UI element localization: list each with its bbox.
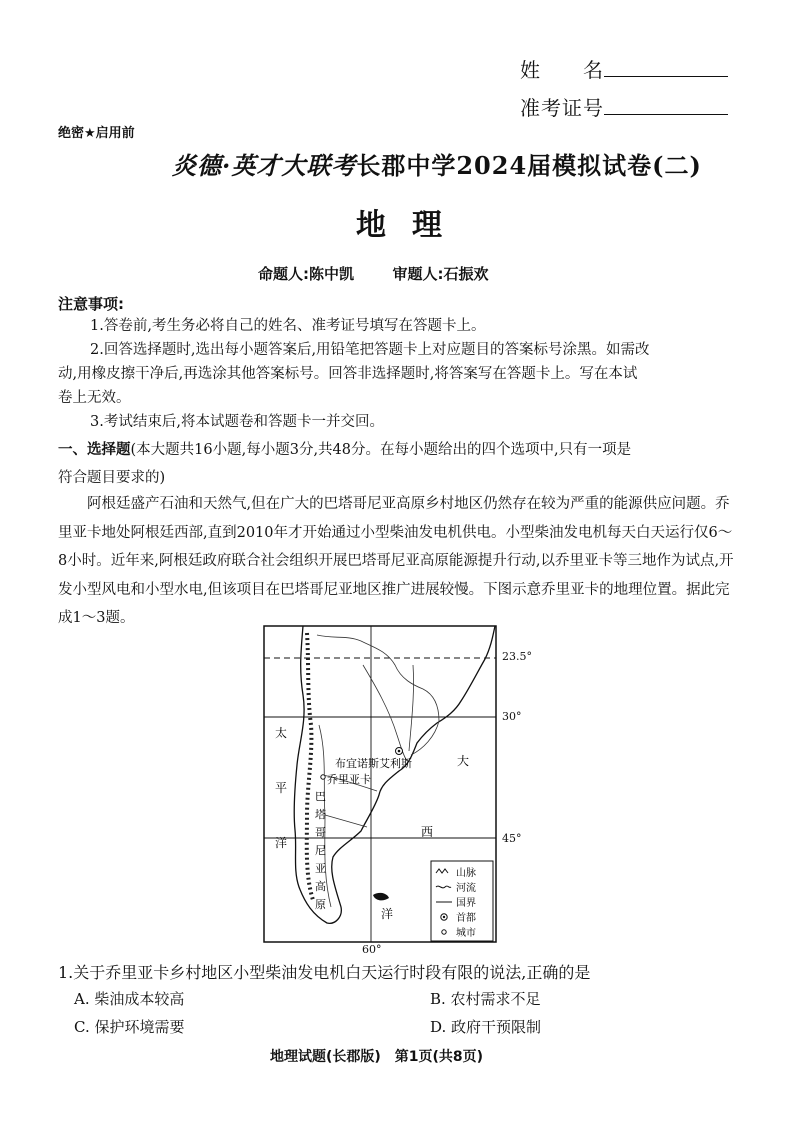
subject-title: 地理 — [356, 208, 468, 243]
plateau-char-7: 原 — [315, 898, 326, 911]
passage: 阿根廷盛产石油和天然气,但在广大的巴塔哥尼亚高原乡村地区仍然存在较为严重的能源供应问题。乔里亚卡地处阿根廷西部,直到2010年才开始通过小型柴油发电机供电。小型柴油发电机每天白天运行仅6～8小时。近年来,阿根廷政府联合社会组织开展巴塔哥尼亚高原能源提升行动,以乔里亚卡等三地作为试点,开发小型风电和小型水电,但该项目在巴塔哥尼亚地区推广进展较慢。下图示意乔里亚卡的地理位置。据此完成1～3题。 — [58, 496, 734, 626]
legend-border: 国界 — [456, 898, 476, 909]
plateau-char-6: 高 — [315, 880, 326, 893]
page-footer: 地理试题(长郡版) 第1页(共8页) — [270, 1049, 484, 1065]
note-3: 3.考试结束后,将本试题卷和答题卡一并交回。 — [90, 414, 384, 430]
option-b[interactable]: B. 农村需求不足 — [430, 990, 541, 1008]
pacific-char-2: 平 — [275, 781, 288, 795]
option-c[interactable]: C. 保护环境需要 — [74, 1018, 185, 1036]
atlantic-char-3: 洋 — [381, 907, 394, 921]
legend-city: 城市 — [456, 928, 476, 939]
section-desc: (本大题共16小题,每小题3分,共48分。在每小题给出的四个选项中,只有一项是 — [130, 442, 632, 458]
plateau-char-3: 哥 — [315, 826, 326, 839]
name-label: 姓 名 — [520, 58, 604, 82]
pacific-char-1: 太 — [275, 726, 288, 740]
setter: 命题人:陈中凯 — [258, 265, 354, 283]
plateau-char-1: 巴 — [315, 790, 326, 803]
plateau-char-5: 亚 — [315, 862, 326, 875]
exam-number-blank — [604, 96, 728, 115]
city-label: 乔里亚卡 — [327, 773, 371, 786]
argentina-map — [263, 625, 497, 943]
exam-brand: 炎德·英才大联考 — [172, 151, 357, 180]
name-blank — [604, 58, 728, 77]
exam-number-field — [520, 92, 728, 121]
city-symbol — [321, 775, 325, 779]
plateau-char-4: 尼 — [315, 844, 326, 857]
section-title: 一、选择题 — [58, 442, 131, 458]
legend-capital: 首都 — [456, 913, 476, 924]
question-1-stem: 1.关于乔里亚卡乡村地区小型柴油发电机白天运行时段有限的说法,正确的是 — [58, 963, 591, 982]
pacific-char-3: 洋 — [275, 836, 288, 850]
atlantic-char-1: 大 — [457, 754, 470, 768]
section-desc-2: 符合题目要求的) — [58, 470, 166, 486]
secret-mark: 绝密★启用前 — [58, 126, 135, 141]
authors-line — [258, 263, 488, 284]
capital-label: 布宜诺斯艾利斯 — [335, 757, 412, 770]
lat-label-45: 45° — [502, 832, 522, 845]
lat-label-23: 23.5° — [502, 650, 532, 663]
note-2-cont: 动,用橡皮擦干净后,再选涂其他答案标号。回答非选择题时,将答案写在答题卡上。写在本试 — [58, 366, 638, 382]
plateau-char-2: 塔 — [315, 808, 326, 821]
atlantic-char-2: 西 — [421, 825, 434, 839]
capital-dot — [398, 750, 401, 753]
legend-city-icon — [442, 930, 446, 934]
notes-heading: 注意事项: — [58, 295, 124, 313]
note-2: 2.回答选择题时,选出每小题答案后,用铅笔把答题卡上对应题目的答案标号涂黑。如需改 — [90, 342, 650, 358]
lon-label-60: 60° — [362, 943, 382, 956]
option-a[interactable]: A. 柴油成本较高 — [74, 990, 185, 1008]
map-legend — [431, 861, 493, 941]
option-d[interactable]: D. 政府干预限制 — [430, 1018, 542, 1036]
legend-mountain: 山脉 — [456, 868, 476, 879]
name-field — [520, 54, 728, 83]
reviewer: 审题人:石振欢 — [392, 265, 489, 283]
note-1: 1.答卷前,考生务必将自己的姓名、准考证号填写在答题卡上。 — [90, 318, 486, 334]
lat-label-30: 30° — [502, 710, 522, 723]
exam-title — [172, 146, 702, 181]
exam-number-label: 准考证号 — [520, 96, 604, 120]
section-heading — [58, 436, 758, 492]
note-2-end: 卷上无效。 — [58, 390, 131, 406]
exam-main-title: 长郡中学2024届模拟试卷(二) — [356, 151, 702, 180]
legend-river: 河流 — [456, 883, 476, 894]
